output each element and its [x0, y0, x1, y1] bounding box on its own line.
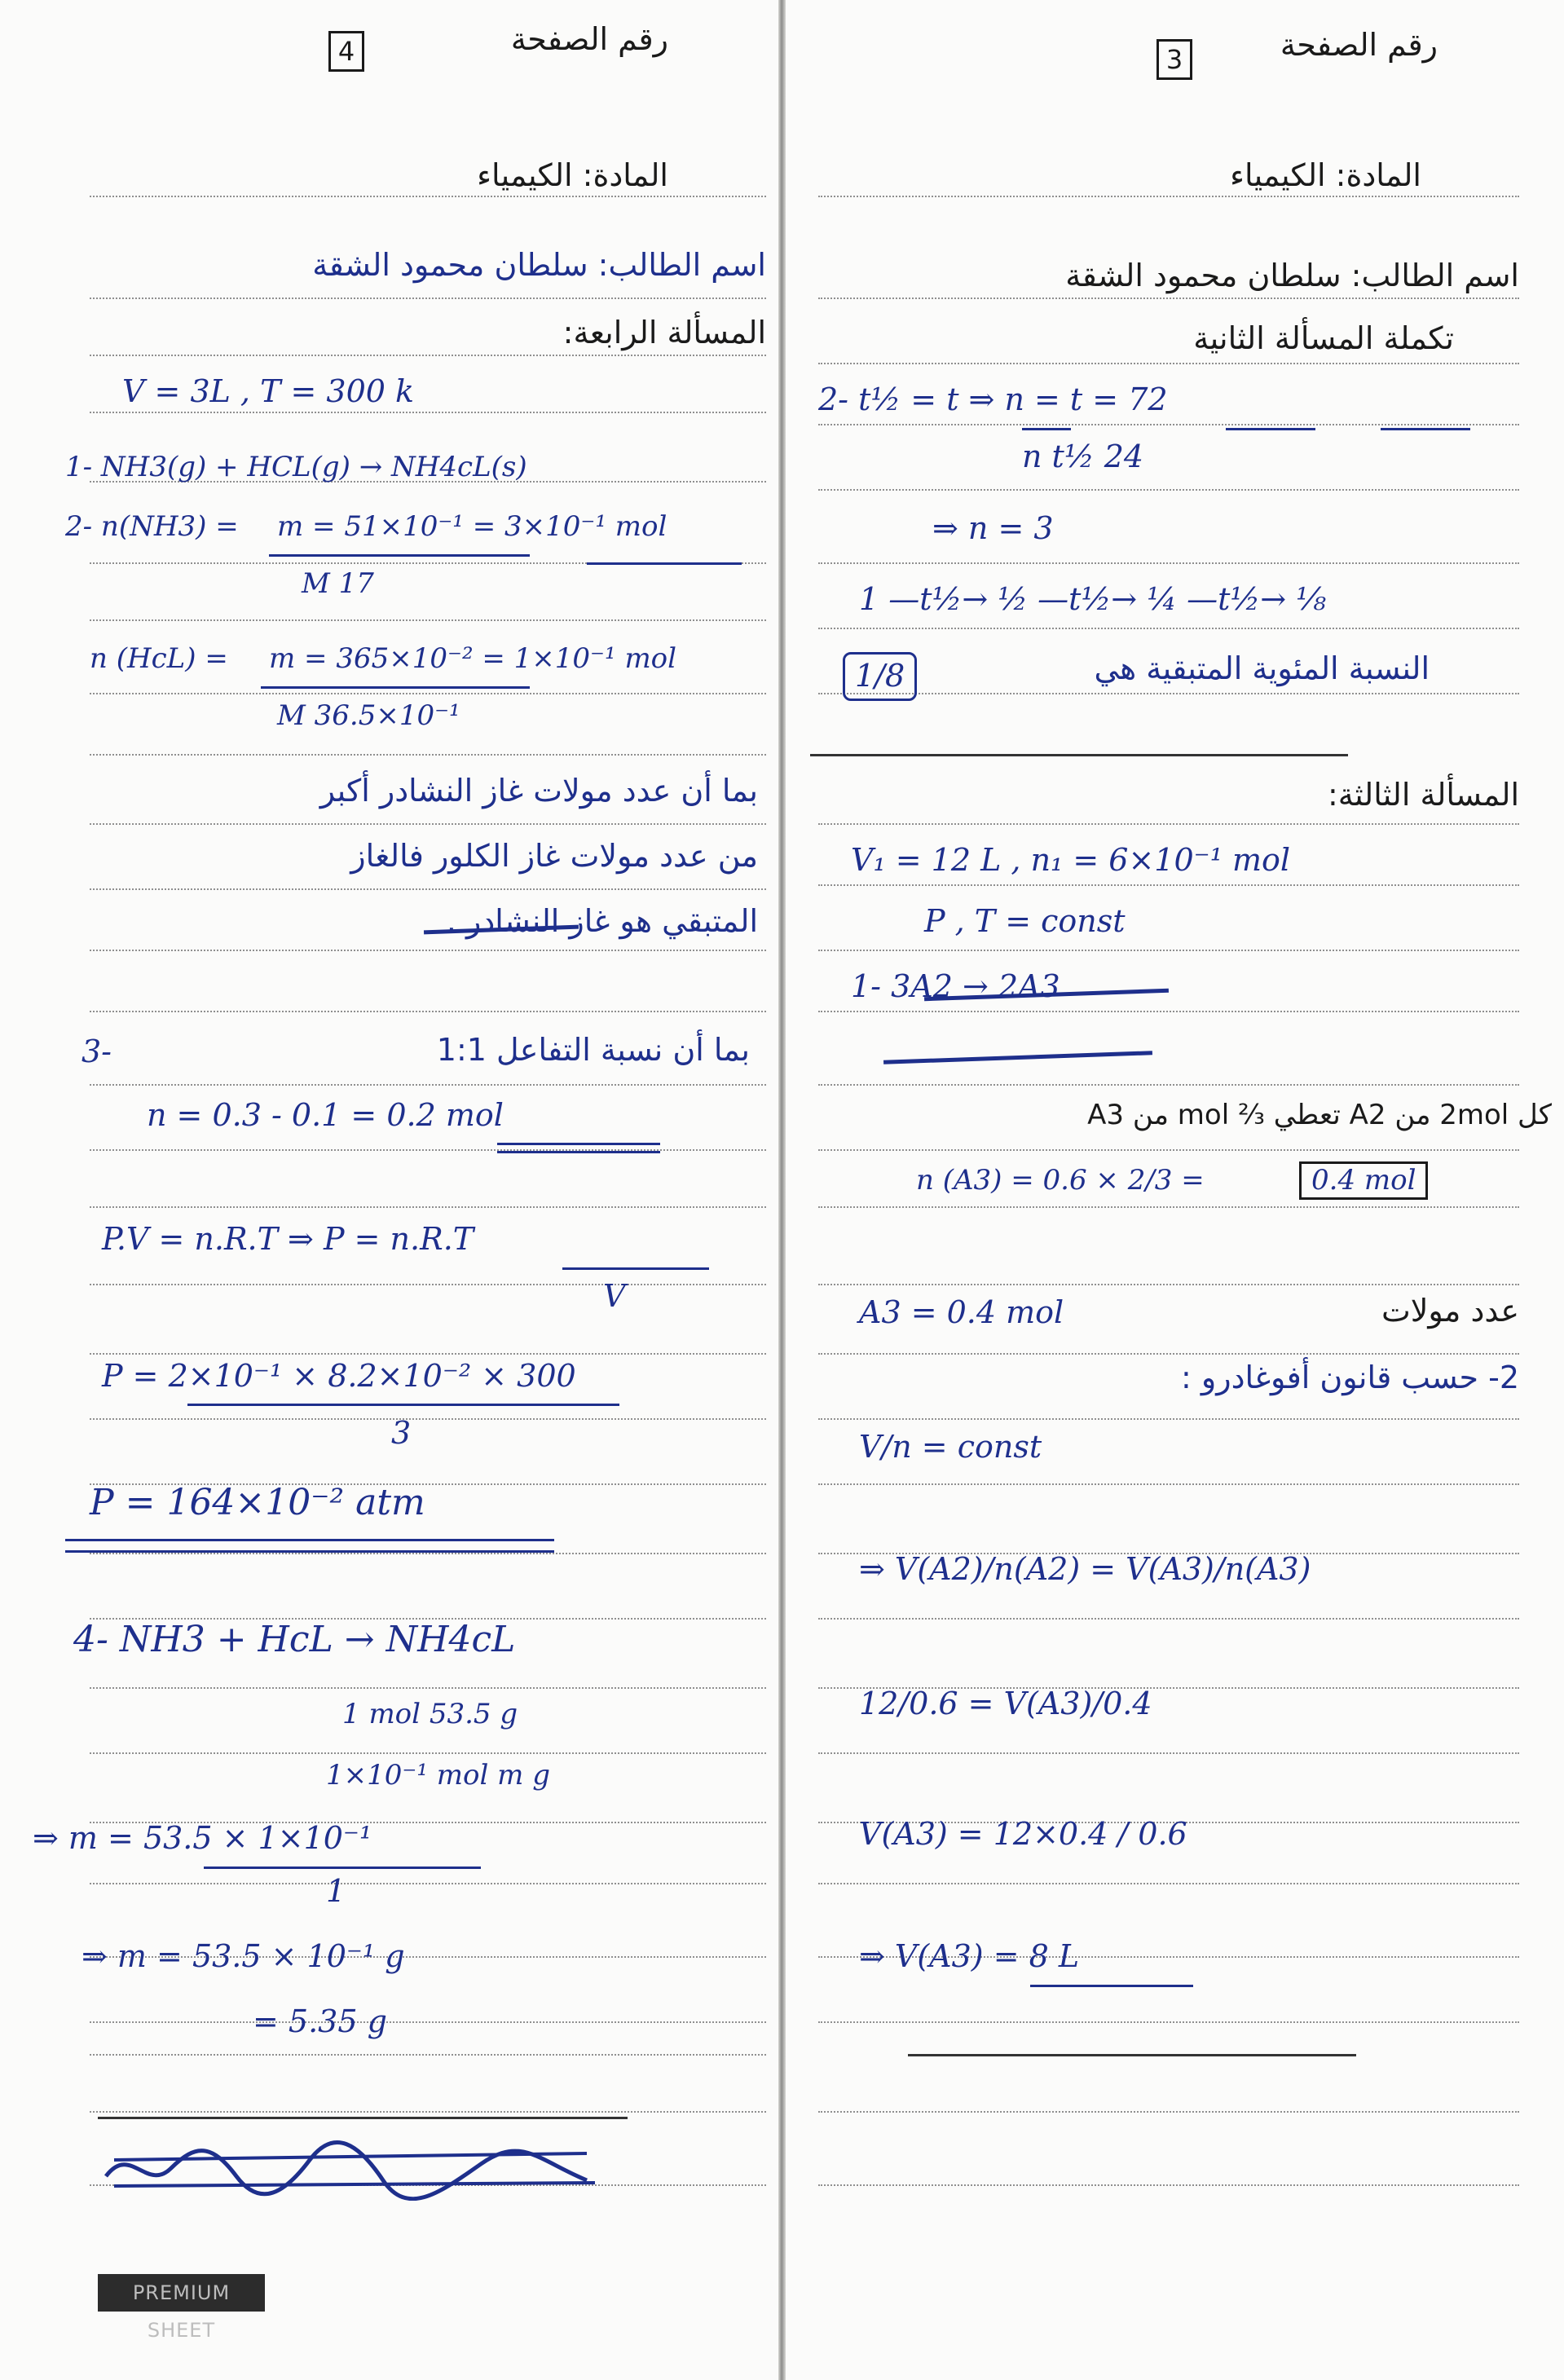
volume-result: ⇒ V(A3) = 8 L	[859, 1938, 1080, 1974]
step4-reaction: 4- NH3 + HcL → NH4cL	[73, 1619, 516, 1660]
ruled-line	[818, 884, 1519, 886]
sheet-brand-label: PREMIUM SHEET	[98, 2274, 265, 2312]
decay-chain: 1 —t½→ ½ —t½→ ¼ —t½→ ⅛	[859, 581, 1326, 617]
ruled-line	[90, 888, 766, 890]
half-life-equation: 2- t½ = t ⇒ n = t = 72	[818, 381, 1168, 417]
student-name: اسم الطالب: سلطان محمود الشقة	[1065, 258, 1519, 293]
ruled-line	[90, 1149, 766, 1151]
ruled-line	[90, 1084, 766, 1086]
ideal-gas-denominator: V	[603, 1278, 626, 1314]
answer-underline	[497, 1151, 660, 1153]
ruled-line	[818, 628, 1519, 629]
fraction-bar	[1022, 428, 1071, 430]
ruled-line	[90, 950, 766, 951]
ruled-line	[90, 693, 766, 694]
ruled-line	[90, 1883, 766, 1884]
scribble-strike	[883, 1051, 1152, 1064]
a3-moles-calc: n (A3) = 0.6 × 2/3 =	[916, 1164, 1205, 1197]
ruled-line	[90, 412, 766, 413]
remaining-ratio-value: 1/8	[843, 652, 917, 701]
subject-label: المادة: الكيمياء	[1230, 157, 1421, 193]
page-divider	[778, 0, 786, 2380]
section3-title: المسألة الثالثة:	[1327, 777, 1519, 813]
ruled-line	[90, 2111, 766, 2113]
volume-calculation: V(A3) = 12×0.4 / 0.6	[859, 1816, 1187, 1852]
ruled-line	[90, 619, 766, 621]
ruled-line	[90, 2054, 766, 2056]
mass-result-2: = 5.35 g	[253, 2003, 387, 2039]
ruled-line	[90, 1418, 766, 1420]
hcl-moles-label: n (HcL) =	[90, 642, 228, 675]
pressure-calculation-denominator: 3	[391, 1415, 412, 1451]
pressure-result: P = 164×10⁻² atm	[90, 1482, 425, 1523]
ruled-line	[90, 754, 766, 756]
a3-moles-answer: 0.4 mol	[1299, 1161, 1428, 1200]
v-over-n-constant: V/n = const	[859, 1429, 1042, 1465]
ruled-line	[90, 1206, 766, 1208]
note-line-3: المتبقي هو غاز النشادر .	[446, 903, 758, 939]
ruled-line	[90, 355, 766, 356]
subject-label: المادة: الكيمياء	[477, 157, 668, 193]
ruled-line	[90, 2021, 766, 2023]
section-separator	[810, 754, 1348, 756]
answer-underline	[65, 1550, 554, 1553]
mass-equation: ⇒ m = 53.5 × 1×10⁻¹	[33, 1820, 372, 1856]
note-line-1: بما أن عدد مولات غاز النشادر أكبر	[319, 773, 758, 809]
mass-result-1: ⇒ m = 53.5 × 10⁻¹ g	[82, 1938, 405, 1974]
hcl-moles-fraction: m = 365×10⁻² = 1×10⁻¹ mol	[269, 642, 677, 675]
section-continuation: تكملة المسألة الثانية	[1193, 320, 1454, 356]
fraction-bar	[1226, 428, 1315, 430]
ruled-line	[818, 363, 1519, 364]
ruled-line	[90, 1553, 766, 1554]
hcl-moles-denominator: M 36.5×10⁻¹	[277, 699, 460, 732]
page-number-label: رقم الصفحة	[510, 21, 668, 57]
ruled-line	[90, 1687, 766, 1689]
ruled-line	[818, 1353, 1519, 1355]
avogadro-ratio: ⇒ V(A2)/n(A2) = V(A3)/n(A3)	[859, 1551, 1311, 1587]
ruled-line	[818, 1084, 1519, 1086]
ruled-line	[90, 298, 766, 299]
ruled-line	[818, 1883, 1519, 1884]
fraction-bar	[204, 1867, 481, 1869]
reaction-equation: 1- NH3(g) + HCL(g) → NH4cL(s)	[65, 451, 527, 483]
ruled-line	[818, 424, 1519, 425]
page-number-label: رقم الصفحة	[1280, 27, 1438, 63]
ruled-line	[90, 1284, 766, 1285]
page-number-box: 4	[328, 31, 364, 72]
ruled-line	[818, 2184, 1519, 2186]
a3-moles-result: A3 = 0.4 mol	[859, 1294, 1064, 1330]
fraction-bar	[562, 1267, 709, 1270]
mole-mass-row-1: 1 mol 53.5 g	[342, 1698, 518, 1730]
fraction-bar	[261, 686, 530, 689]
fraction-bar	[1381, 428, 1470, 430]
ruled-line	[818, 1011, 1519, 1012]
pressure-temp-constant: P , T = const	[924, 903, 1126, 939]
ruled-line	[818, 693, 1519, 694]
ruled-line	[90, 1752, 766, 1754]
given-values: V = 3L , T = 300 k	[122, 373, 415, 409]
reaction-ratio-note: بما أن نسبة التفاعل 1:1	[436, 1032, 750, 1068]
page-number-box: 3	[1156, 39, 1192, 80]
ruled-line	[818, 489, 1519, 491]
ruled-line	[818, 2111, 1519, 2113]
ruled-line	[818, 950, 1519, 951]
remaining-ratio-text: النسبة المئوية المتبقية هي	[1094, 650, 1430, 686]
ruled-line	[818, 1483, 1519, 1485]
signature	[98, 2135, 603, 2201]
mole-statement: كل 2mol من A2 تعطي ⅔ mol من A3	[1087, 1099, 1552, 1131]
end-line	[98, 2117, 628, 2119]
answer-underline	[65, 1539, 554, 1541]
half-lives-count: ⇒ n = 3	[932, 510, 1054, 546]
ruled-line	[818, 298, 1519, 299]
ammonia-moles-denominator: M 17	[302, 567, 374, 600]
note-line-2: من عدد مولات غاز الكلور فالغاز	[350, 838, 758, 874]
ruled-line	[818, 1618, 1519, 1620]
avogadro-law: 2- حسب قانون أفوغادرو :	[1180, 1360, 1519, 1395]
remaining-moles: n = 0.3 - 0.1 = 0.2 mol	[147, 1097, 504, 1133]
ruled-line	[818, 196, 1519, 197]
pressure-calculation: P = 2×10⁻¹ × 8.2×10⁻² × 300	[102, 1358, 576, 1394]
ruled-line	[90, 823, 766, 825]
answer-underline	[587, 562, 742, 565]
given-volume-moles: V₁ = 12 L , n₁ = 6×10⁻¹ mol	[851, 842, 1291, 878]
ammonia-moles-label: 2- n(NH3) =	[65, 510, 239, 543]
ruled-line	[90, 196, 766, 197]
ruled-line	[818, 2021, 1519, 2023]
left-page	[0, 0, 778, 2380]
answer-underline	[1030, 1985, 1193, 1987]
ideal-gas-law: P.V = n.R.T ⇒ P = n.R.T	[102, 1221, 474, 1257]
mass-equation-denominator: 1	[326, 1873, 346, 1909]
ruled-line	[90, 1353, 766, 1355]
ruled-line	[818, 1206, 1519, 1208]
ruled-line	[818, 1149, 1519, 1151]
section-title: المسألة الرابعة:	[562, 315, 766, 350]
step3-label: 3-	[82, 1034, 112, 1069]
ruled-line	[90, 1011, 766, 1012]
ruled-line	[818, 1752, 1519, 1754]
ruled-line	[818, 1284, 1519, 1285]
avogadro-values: 12/0.6 = V(A3)/0.4	[859, 1686, 1152, 1721]
student-name: اسم الطالب: سلطان محمود الشقة	[312, 247, 766, 283]
end-line	[908, 2054, 1356, 2056]
ruled-line	[818, 562, 1519, 564]
ruled-line	[818, 823, 1519, 825]
fraction-bar	[187, 1404, 619, 1406]
ruled-line	[818, 1418, 1519, 1420]
reaction-a2-a3: 1- 3A2 → 2A3	[851, 968, 1060, 1004]
half-life-denominators: n t½ 24	[1022, 439, 1144, 474]
mole-mass-row-2: 1×10⁻¹ mol m g	[326, 1759, 550, 1792]
moles-label: عدد مولات	[1381, 1293, 1519, 1329]
right-page	[786, 0, 1564, 2380]
answer-underline	[497, 1143, 660, 1145]
ammonia-moles-fraction: m = 51×10⁻¹ = 3×10⁻¹ mol	[277, 510, 667, 543]
fraction-bar	[269, 554, 530, 557]
